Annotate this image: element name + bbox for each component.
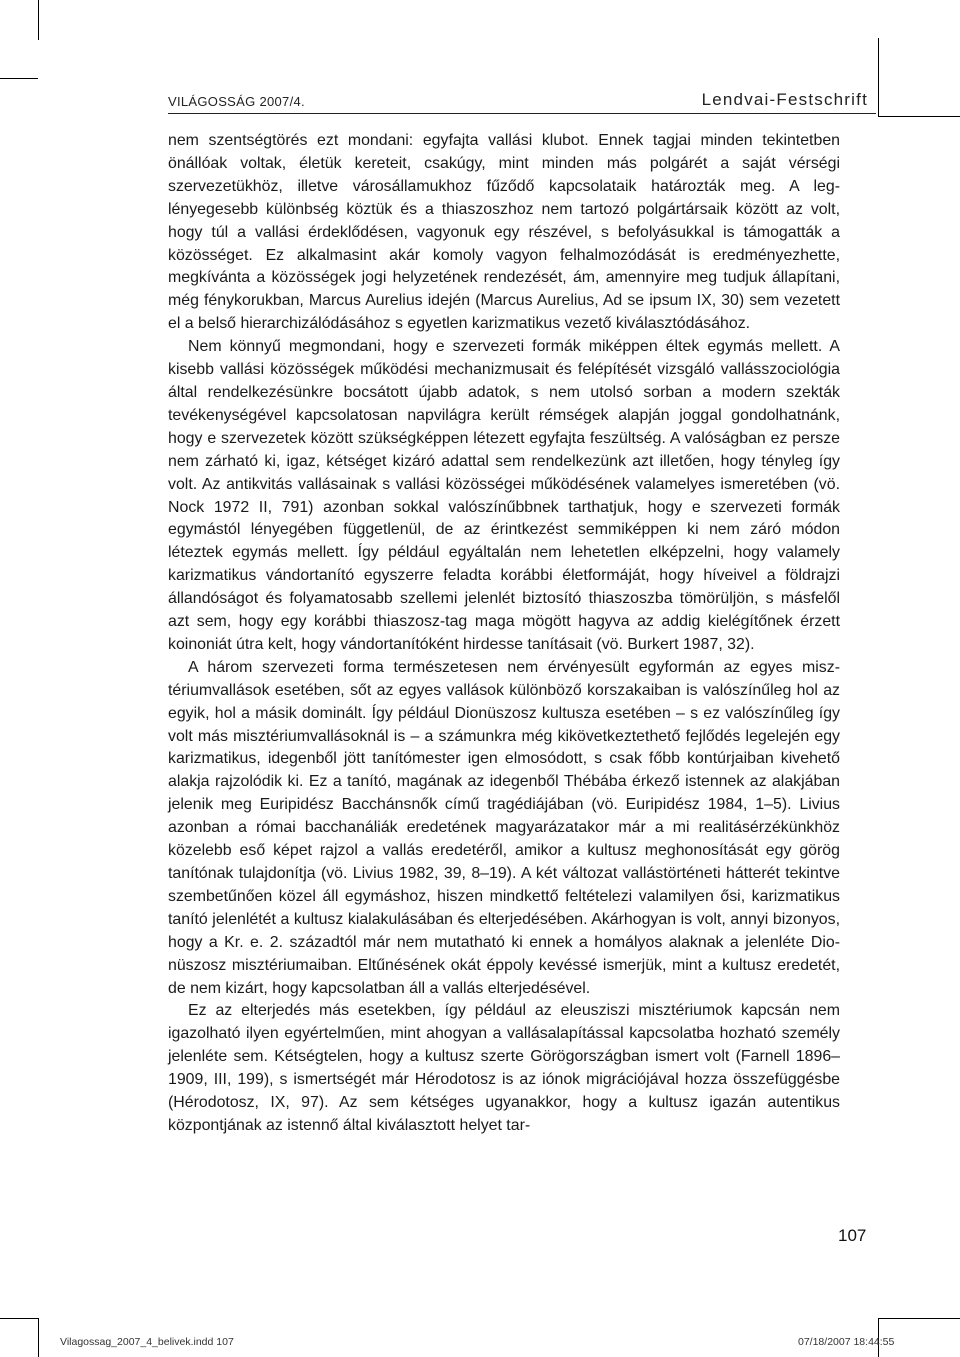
crop-mark (38, 1318, 39, 1357)
header-rule (168, 113, 876, 114)
crop-mark (0, 78, 38, 79)
section-header: Lendvai-Festschrift (701, 90, 868, 109)
crop-mark (0, 1318, 38, 1319)
page-number: 107 (838, 1226, 867, 1245)
journal-header: VILÁGOSSÁG 2007/4. (168, 94, 305, 109)
footer-timestamp: 07/18/2007 18:44:55 (798, 1336, 895, 1348)
crop-mark (878, 1318, 960, 1319)
body-text (168, 130, 840, 1138)
paragraph: A három szervezeti forma természetesen nem érvényesült egyformán az egyes misztériumvallások esetében, sőt az egyes vallások különböző korszakaiban is valószínűleg hol az egyik, hol a másik dominált. Így például Dionüszosz kultusza esetében – s ez valószínűleg így volt más misztériumvallásoknál is – a számunkra még kikövetkeztethető fejlődés legelején egy karizmatikus, idegenből jött tanítómester igen elmosódott, s csak főbb kontúrjaiban kivehető alakja rajzolódik ki. Ez a tanító, magának az idegenből Thébába érkező istennek az alakjában jelenik meg Euripidész Bacchánsnők című tragédiájában (vö. Euripidész 1984, 1–5). Livius azonban a római bacchanáliák eredetének magyarázatakor már a mi realitásérzékünkhöz közelebb eső képet rajzol a vallás eredetéről, amikor a kultusz meghonosítását egy görög tanítónak tulajdonítja (vö. Livius 1982, 39, 8–19). A két változat vallástörténeti hátterét tekintve szembetűnően közel áll egymáshoz, hiszen mindkettő feltételezi valamilyen ősi, karizmatikus tanító jelenlétét a kultusz kialakulásában és elterjedésében. Akárhogyan is volt, annyi bizonyos, hogy a Kr. e. 2. századtól már nem mutatható ki ennek a homályos alaknak a jelenléte Dionüszosz misztériumaiban. Eltűnésének okát éppoly kevéssé ismerjük, mint a kultusz eredetét, de nem kizárt, hogy kapcsolatban áll a vallás elterjedésével. (168, 658, 840, 997)
footer-file: Vilagossag_2007_4_belivek.indd 107 (60, 1336, 234, 1348)
crop-mark (38, 0, 39, 40)
crop-mark (878, 38, 879, 116)
paragraph: Nem könnyű megmondani, hogy e szervezeti formák miképpen éltek egymás mellett. A kisebb vallási közösségek működési mechanizmusait és felépítését vizsgáló vallásszociológia által rendelkezésünkre bocsátott újabb adatok, s nem utolsó sorban a modern szekták tevékenységével kapcsolatosan napvilágra került rémségek alapján joggal gondolhatnánk, hogy e szervezetek között szükségképpen létezett egyfajta feszültség. A valóságban ez persze nem zárható ki, igaz, kétséget kizáró adattal sem rendelkezünk azt illetően, hogy tényleg így volt. Az antikvitás vallásainak s vallási közösségei működésének valamelyes ismeretében (vö. Nock 1972 II, 791) azonban sokkal valószínűbbnek tarthatjuk, hogy e szervezeti formák egymástól lényegében függetlenül, de az érintkezést semmiképpen ki nem záró módon léteztek egymás mellett. Így például egyáltalán nem lehetetlen elképzelni, hogy valamely karizmatikus vándortanító egyszerre feladta korábbi életformáját, hogy híveivel a földrajzi állandóságot és folyamatosabb szellemi jelenlét biztosító thiaszoszba tömörüljön, s másfelől azt sem, hogy egy korábbi thiaszosz-tag maga mögött hagyva az addig kielégítőnek érzett koinoniát útra kelt, hogy vándortanítóként hirdesse tanításait (vö. Burkert 1987, 32). (168, 338, 840, 653)
paragraph: nem szentségtörés ezt mondani: egyfajta vallási klubot. Ennek tagjai minden tekintetben önállóak voltak, életük kereteit, csakúgy, mint minden más polgárét a saját vérségi szervezetükhöz, illetve városállamukhoz fűződő kapcsolataik határozták meg. A leglényegesebb különbség köztük és a thiaszoszhoz nem tartozó polgártársaik között az volt, hogy túl a vallási érdeklődésen, vagyonuk egy részével, s befolyásukkal is támogatták a közösséget. Ez alkalmasint akár komoly vagyon felhalmozódását is eredményezhette, megkívánta a közösségek jogi helyzetének rendezését, ám, amennyire meg tudjuk állapítani, még fénykorukban, Marcus Aurelius idején (Marcus Aurelius, Ad se ipsum IX, 30) sem vezetett el a belső hierarchizálódásához s egyetlen karizmatikus vezető kiválasztódásához. (168, 132, 840, 333)
crop-mark (878, 116, 960, 117)
paragraph: Ez az elterjedés más esetekben, így például az eleusziszi misztériumok kapcsán nem igazolható ilyen egyértelműen, mint ahogyan a vallásalapítással kapcsolatba hozható személy jelenléte sem. Kétségtelen, hogy a kultusz szerte Görögországban ismert volt (Farnell 1896–1909, III, 199), s ismertségét már Hérodotosz is az iónok migrációjával hozza összefüggésbe (Hérodotosz, IX, 97). Az sem kétséges ugyanakkor, hogy a kultusz igazán autentikus központjának az istennő által kiválasztott helyet tar- (168, 1002, 840, 1134)
